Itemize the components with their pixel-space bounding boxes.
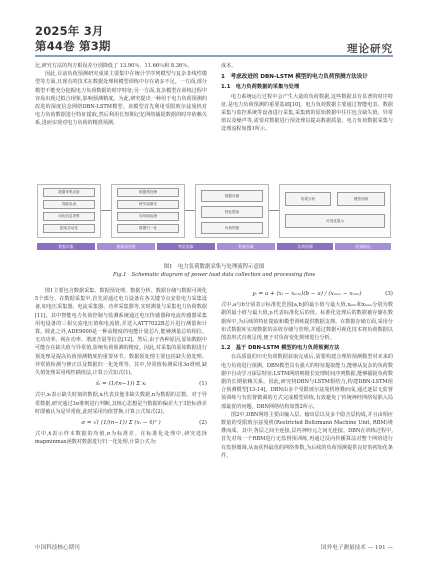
figure-box: 用电信息采集 (43, 212, 95, 221)
header-issue: 第44卷 第3期 (35, 39, 111, 53)
paragraph: 式中,xₜ表示缺失时刻的数据,xᵢ代表其他非缺失数据,n为数据的总数。对于异常数据,研究通过3σ准则进行判断,其核心思想是当数据的偏差大于3倍标准差时即被认为是异常值,此时采用均值替换,计算公式如式(2)。 (35, 392, 207, 415)
equation-body: x̂ₜ = (1/(n−1)) Σ xᵢ (95, 381, 147, 388)
figure-box: 智能电表 (43, 200, 95, 209)
paragraph: 式中,a与b分别表示标准化范围[a,b]的最小值与最大值,xₘᵢₙ和xₘₐₓ分别为数据的最小值与最大值,yᵢ代表标准化后的值。标准化处理后的数据被存储在数据库中,为后续的特征提取和模型训练提供数据支撑。在数据存储方面,采用分布式数据库实现数据的高效存储与管理,并通过数据可视化技术将负荷数据以图表形式直观呈现,便于对负荷变化规律进行分析。 (221, 302, 393, 342)
paragraph: 因此,目前负荷预测研究成果主要集中在统计学序列模型与复杂非线性模型等方面,且现有的技术在数据处理和模型训练中存在诸多不足。一方面,部分模型不能充分挖掘电力负荷数据的时序特征;另一方面,复杂模型在训练过程中容易出现过拟合现象,影响预测精度。为此,研究提出一种用于电力负荷预测的改进的深度信念网络DBN-LSTM模型。该模型首先利用受限玻尔兹曼机对电力负荷数据进行特征提取,然后利用长短期记忆网络捕捉数据的时序依赖关系,进而实现对电力负荷的精准预测。 (35, 71, 207, 127)
right-column-top (221, 62, 393, 180)
figure-stage-bar: 特征提取 (157, 243, 215, 250)
footer-journal-core: 中国科技核心期刊 (35, 545, 80, 551)
figure-box: 可视化展示 (285, 214, 385, 228)
header-date: 2025年 3月 (35, 24, 104, 38)
figure-stage-bar: 数据存储 (217, 243, 275, 250)
figure-arrow (185, 210, 195, 211)
equation-body: σ = √( (1/(n−1)) Σ (xᵢ − x̄)² ) (81, 420, 161, 427)
paragraph: 式中,x̄表示样本数据的均值,σ为标准差。在标准化处理中,研究选择mapminmax函数对数据进行归一化处理,计算公式为: (35, 431, 207, 446)
equation-number: (2) (199, 420, 207, 427)
figure-stage-bar: 负荷预测 (277, 243, 333, 250)
figure-box: 数据归一化 (117, 224, 179, 233)
paragraph: 图2中,DBN网络主要由输入层、输出层以及多个隐含层构成,并且由相应数量的受限玻尔兹曼机(Restricted Boltzmann Machine Unit, RBM)堆叠而成。其中,各层之间全连接,层内神经元之间无连接。DBN在训练过程中,首先对每一个RBM进行无监督预训练,再通过反向传播算法对整个网络进行有监督微调,从而获得最优的网络参数,为后续的负荷预测提供良好的初始化条件。 (221, 411, 393, 459)
section-heading: 1 考虑改进的 DBN-LSTM 模型的电力负荷预测方法设计 (221, 74, 368, 81)
equation-3 (221, 290, 393, 298)
equation-1 (35, 380, 207, 388)
figure-box: 模型训练 (337, 192, 385, 206)
left-column-bottom (35, 287, 207, 540)
figure-box: 数据采集设备 (43, 188, 95, 197)
figure-caption-zh: 图1 电力负荷数据采集与处理流程示意图 (163, 264, 265, 270)
paragraph: 在高质量的历史负荷数据获取完成后,需要构建合理的预测模型对未来的电力负荷进行预测。DBN模型具有强大的特征提取能力,能够从复杂的负荷数据中自动学习深层特征;LSTM网络则擅长处理时间序列数据,能够捕捉负荷数据的长期依赖关系。因此,研究将DBN与LSTM相结合,构建DBN-LSTM组合预测模型[13-14]。DBN由多个受限玻尔兹曼机堆叠而成,通过逐层无监督预训练与有监督微调的方式完成模型训练,有效避免了传统神经网络易陷入局部最优的问题。DBN网络结构如图2所示。 (221, 354, 393, 410)
figure-stage-bar: 数据采集 (37, 243, 95, 250)
subsection-heading: 1.1 电力负荷数据的采集与处理 (221, 84, 300, 91)
figure-box: 配电自动化 (43, 224, 95, 233)
right-column-bottom (221, 287, 393, 540)
figure-1 (35, 182, 393, 254)
equation-number: (1) (199, 381, 207, 388)
paragraph: 图1主要包含数据采集、数据预处理、数据分析、数据存储与数据可视化5个部分。在数据采集中,首先需通过电力设备在各关键节点安装电力采集设备,如电压采集器、电流采集器、功率采集器等,实时测量与采集电力负荷数据[11]。其中智能电力负荷控制与监测系统通过电压传感器和电流传感器采集用电设备的三相交流电压值和电流值,并送入ATT7022B芯片进行测量和计算。除此之外,ADE9000是一种高精度的电能计量芯片,能够测量总的相位、无功功率、视在功率、谐波含量等信息[12]。然后,由于各种原因,原始数据中可能存在缺失值与异常值,影响负荷预测的精度。因此,对采集的原始数据进行预处理是提高负荷预测精度的重要环节。数据预处理主要包括缺失值处理、异常值检测与修正以及数据归一化处理等。其中,异常值检测采用3σ准则,缺失值处理采用线性插值法,计算公式如式(1)。 (35, 288, 207, 377)
equation-2 (35, 419, 207, 427)
paragraph: 比,研究方法的均方根误差分别降低了 13.90％、11.66％和 8.36％。 (35, 63, 193, 69)
header-divider (35, 55, 393, 57)
footer-page-number: 国外电子测量技术 — 191 — (321, 545, 393, 551)
left-column-top (35, 62, 207, 180)
subsection-heading: 1.2 基于 DBN-LSTM 模型的电力负荷预测方法 (221, 345, 340, 352)
figure-box: 异常值检测 (117, 212, 179, 221)
figure-box: 负荷预测 (201, 222, 263, 234)
figure-caption-en: Fig.1 Schematic diagram of power load data collection and processing flow (112, 272, 316, 278)
figure-box: 数据存储 (201, 190, 263, 202)
header-section: 理论研究 (347, 43, 393, 55)
paragraph: 电力系统运行过程中会产生大量的负荷数据,这些数据具有显著的时序特征,是电力负荷预测的重要基础[10]。电力负荷数据主要通过智能电表、数据采集与监控系统等设备进行采集,采集到的原始数据中往往包含缺失值、异常值以及噪声等,需要对数据进行预处理以提高数据质量。电力负荷数据采集与处理流程如图1所示。 (221, 93, 393, 133)
figure-arrow (101, 210, 111, 211)
equation-body: yᵢ = a + (xᵢ − xₘᵢₙ)(b − a) / (xₘₐₓ − xₘᵢₙ) (252, 291, 362, 297)
equation-number: (3) (385, 291, 393, 297)
figure-stage-bar: 结果输出 (335, 243, 391, 250)
paragraph: 成本。 (221, 63, 237, 69)
figure-stage-bar: 数据预处理 (97, 243, 155, 250)
figure-box: 结果分析 (285, 192, 331, 206)
figure-box: 缺失值填充 (117, 200, 179, 209)
figure-box: 数据预处理 (117, 188, 179, 197)
figure-arrow (269, 210, 279, 211)
figure-box: 特征提取 (201, 206, 263, 218)
